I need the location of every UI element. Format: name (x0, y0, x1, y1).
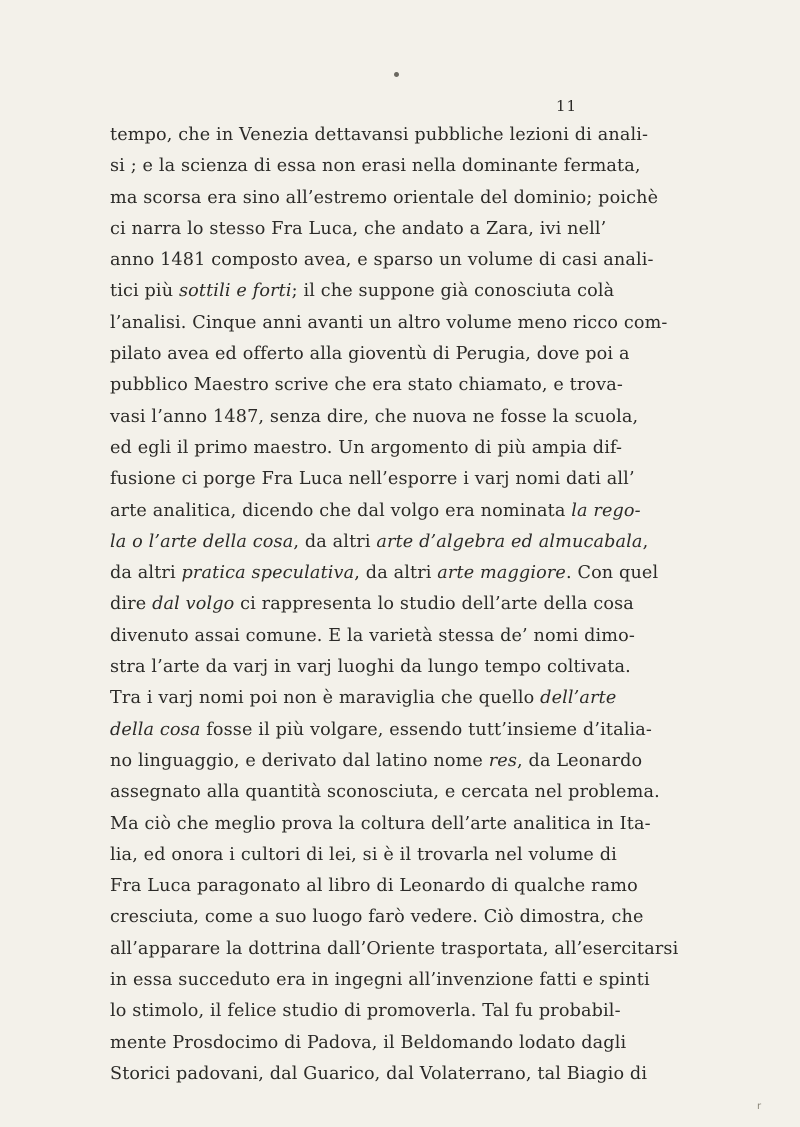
text-line (110, 746, 643, 777)
text-line (110, 1028, 627, 1059)
text-line (110, 652, 631, 683)
text-run: arte analitica, dicendo che dal volgo era nominata (110, 500, 572, 521)
ink-dot (394, 72, 399, 77)
text-line (110, 339, 630, 370)
text-line (110, 621, 635, 652)
italic-text: dell’arte (540, 688, 617, 709)
italic-text: pratica speculativa (181, 563, 355, 584)
text-run: stra l’arte da varj in varj luoghi da lungo tempo coltivata. (110, 657, 631, 678)
text-line (110, 589, 634, 620)
text-run: ci narra lo stesso Fra Luca, che andato a Zara, ivi nell’ (110, 218, 607, 239)
text-line (110, 370, 623, 401)
text-run: Fra Luca paragonato al libro di Leonardo di qualche ramo (110, 876, 638, 897)
text-line (110, 558, 659, 589)
text-line (110, 777, 660, 808)
text-run: vasi l’anno 1487, senza dire, che nuova ne fosse la scuola, (110, 406, 639, 427)
text-run: pubblico Maestro scrive che era stato chiamato, e trova- (110, 375, 623, 396)
italic-text: la rego- (571, 500, 641, 521)
text-run: assegnato alla quantità sconosciuta, e cercata nel problema. (110, 782, 660, 803)
text-run: fosse il più volgare, essendo tutt’insieme d’italia- (200, 719, 653, 740)
text-run: no linguaggio, e derivato dal latino nome (110, 750, 489, 771)
text-line (110, 840, 617, 871)
page-number: 11 (556, 97, 578, 115)
text-run: fusione ci porge Fra Luca nell’esporre i varj nomi dati all’ (110, 469, 635, 490)
text-run: mente Prosdocimo di Padova, il Beldomando lodato dagli (110, 1032, 627, 1053)
italic-text: arte d’algebra ed almucabala (376, 531, 643, 552)
text-run: Tra i varj nomi poi non è maraviglia che quello (110, 688, 541, 709)
text-run: . Con quel (565, 563, 659, 584)
text-run: da altri (110, 563, 182, 584)
text-run: in essa succeduto era in ingegni all’invenzione fatti e spinti (110, 970, 650, 991)
text-line (110, 402, 639, 433)
text-line (110, 496, 641, 527)
text-line (110, 276, 615, 307)
text-run: ci rappresenta lo studio dell’arte della cosa (234, 594, 634, 615)
text-line (110, 1059, 648, 1090)
text-run: ma scorsa era sino all’estremo orientale del dominio; poichè (110, 187, 659, 208)
text-run: anno 1481 composto avea, e sparso un volume di casi anali- (110, 250, 654, 271)
corner-mark: r (757, 1101, 762, 1112)
text-line (110, 464, 635, 495)
text-run: lo stimolo, il felice studio di promoverla. Tal fu probabil- (110, 1001, 621, 1022)
text-line (110, 214, 607, 245)
body-text (110, 120, 679, 1090)
text-run: ed egli il primo maestro. Un argomento di più ampia dif- (110, 437, 623, 458)
text-run: Storici padovani, dal Guarico, dal Volaterrano, tal Biagio di (110, 1063, 648, 1084)
italic-text: la o l’arte della cosa (110, 531, 294, 552)
text-line (110, 308, 668, 339)
text-run: dire (110, 594, 153, 615)
text-line (110, 902, 644, 933)
text-line (110, 871, 638, 902)
text-line (110, 965, 650, 996)
text-line (110, 715, 653, 746)
text-run: Ma ciò che meglio prova la coltura dell’arte analitica in Ita- (110, 813, 651, 834)
text-line (110, 809, 651, 840)
italic-text: della cosa (110, 719, 201, 740)
text-line (110, 433, 623, 464)
text-run: , da Leonardo (517, 750, 643, 771)
italic-text: sottili e forti (178, 281, 292, 302)
italic-text: dal volgo (152, 594, 235, 615)
text-line (110, 683, 617, 714)
text-run: ; il che suppone già conosciuta colà (291, 281, 615, 302)
text-line (110, 183, 659, 214)
italic-text: res (488, 750, 518, 771)
text-line (110, 934, 679, 965)
text-line (110, 996, 621, 1027)
text-line (110, 120, 649, 151)
text-run: si ; e la scienza di essa non erasi nella dominante fermata, (110, 156, 641, 177)
text-line (110, 245, 654, 276)
text-run: , da altri (293, 531, 377, 552)
text-run: cresciuta, come a suo luogo farò vedere. Ciò dimostra, che (110, 907, 644, 928)
text-line (110, 527, 649, 558)
text-run: , da altri (354, 563, 438, 584)
text-run: lia, ed onora i cultori di lei, si è il trovarla nel volume di (110, 844, 617, 865)
text-run: all’apparare la dottrina dall’Oriente trasportata, all’esercitarsi (110, 938, 679, 959)
text-run: tici più (110, 281, 179, 302)
text-run: pilato avea ed offerto alla gioventù di Perugia, dove poi a (110, 344, 630, 365)
text-run: l’analisi. Cinque anni avanti un altro volume meno ricco com- (110, 312, 668, 333)
text-line (110, 151, 641, 182)
text-run: tempo, che in Venezia dettavansi pubbliche lezioni di anali- (110, 125, 649, 145)
italic-text: arte maggiore (437, 563, 566, 584)
text-run: divenuto assai comune. E la varietà stessa de’ nomi dimo- (110, 625, 635, 646)
text-run: , (642, 531, 649, 552)
